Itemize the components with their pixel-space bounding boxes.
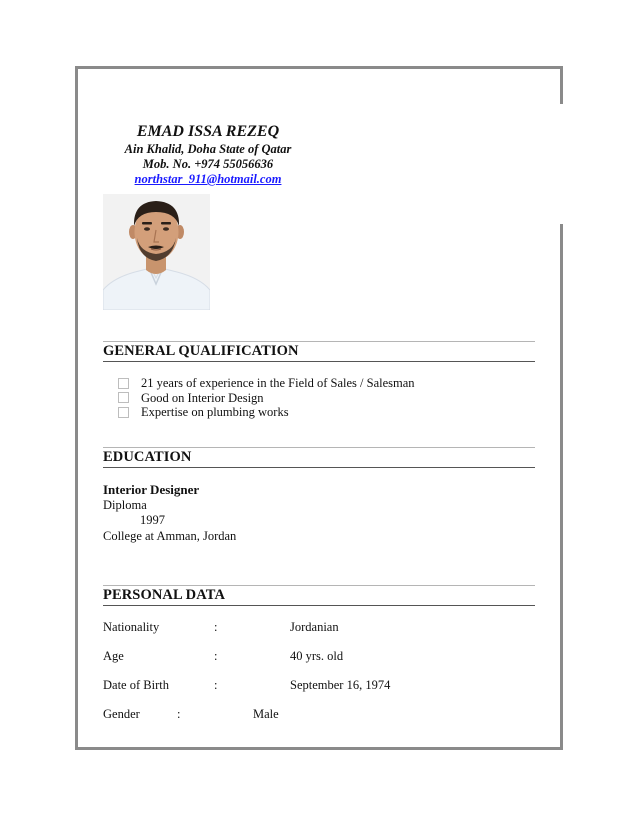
section-divider [103, 341, 535, 342]
field-separator: : [214, 649, 218, 663]
section-title-general-qualification: GENERAL QUALIFICATION [103, 343, 299, 359]
section-divider [103, 585, 535, 586]
contact-header [103, 122, 313, 187]
field-label: Age [103, 649, 124, 663]
applicant-mobile: Mob. No. +974 55056636 [142, 157, 274, 171]
bullet-icon [118, 407, 129, 418]
education-title: Interior Designer [103, 482, 200, 497]
list-item [118, 376, 415, 391]
field-separator: : [214, 620, 218, 634]
field-separator: : [177, 707, 181, 721]
field-value: Male [253, 707, 279, 721]
bullet-icon [118, 392, 129, 403]
education-degree: Diploma [103, 497, 147, 512]
field-value: Jordanian [290, 620, 339, 634]
section-divider [103, 605, 535, 606]
field-value: September 16, 1974 [290, 678, 391, 692]
section-divider [103, 447, 535, 448]
education-entry [103, 482, 236, 544]
applicant-email-link[interactable]: northstar_911@hotmail.com [134, 172, 282, 186]
section-title-education: EDUCATION [103, 449, 192, 465]
field-label: Gender [103, 707, 140, 721]
section-divider [103, 361, 535, 362]
page-border-bottom [75, 747, 563, 750]
page-border-right [560, 224, 563, 750]
field-value: 40 yrs. old [290, 649, 344, 663]
bullet-icon [118, 378, 129, 389]
qualification-list [118, 376, 415, 420]
applicant-address: Ain Khalid, Doha State of Qatar [124, 142, 292, 156]
field-label: Nationality [103, 620, 160, 634]
field-label: Date of Birth [103, 678, 169, 692]
page-border-left [75, 66, 78, 750]
field-separator: : [214, 678, 218, 692]
page-border-top [75, 66, 563, 69]
section-divider [103, 467, 535, 468]
list-item [118, 391, 415, 406]
list-item [118, 405, 415, 420]
section-title-personal-data: PERSONAL DATA [103, 587, 226, 603]
education-year: 1997 [140, 513, 165, 527]
list-item-text: Good on Interior Design [141, 390, 264, 405]
list-item-text: Expertise on plumbing works [141, 405, 289, 419]
list-item-text: 21 years of experience in the Field of Sales / Salesman [141, 376, 415, 390]
education-school: College at Amman, Jordan [103, 528, 237, 543]
profile-photo [103, 194, 210, 310]
applicant-name: EMAD ISSA REZEQ [136, 123, 280, 140]
page-border-right [560, 66, 563, 104]
